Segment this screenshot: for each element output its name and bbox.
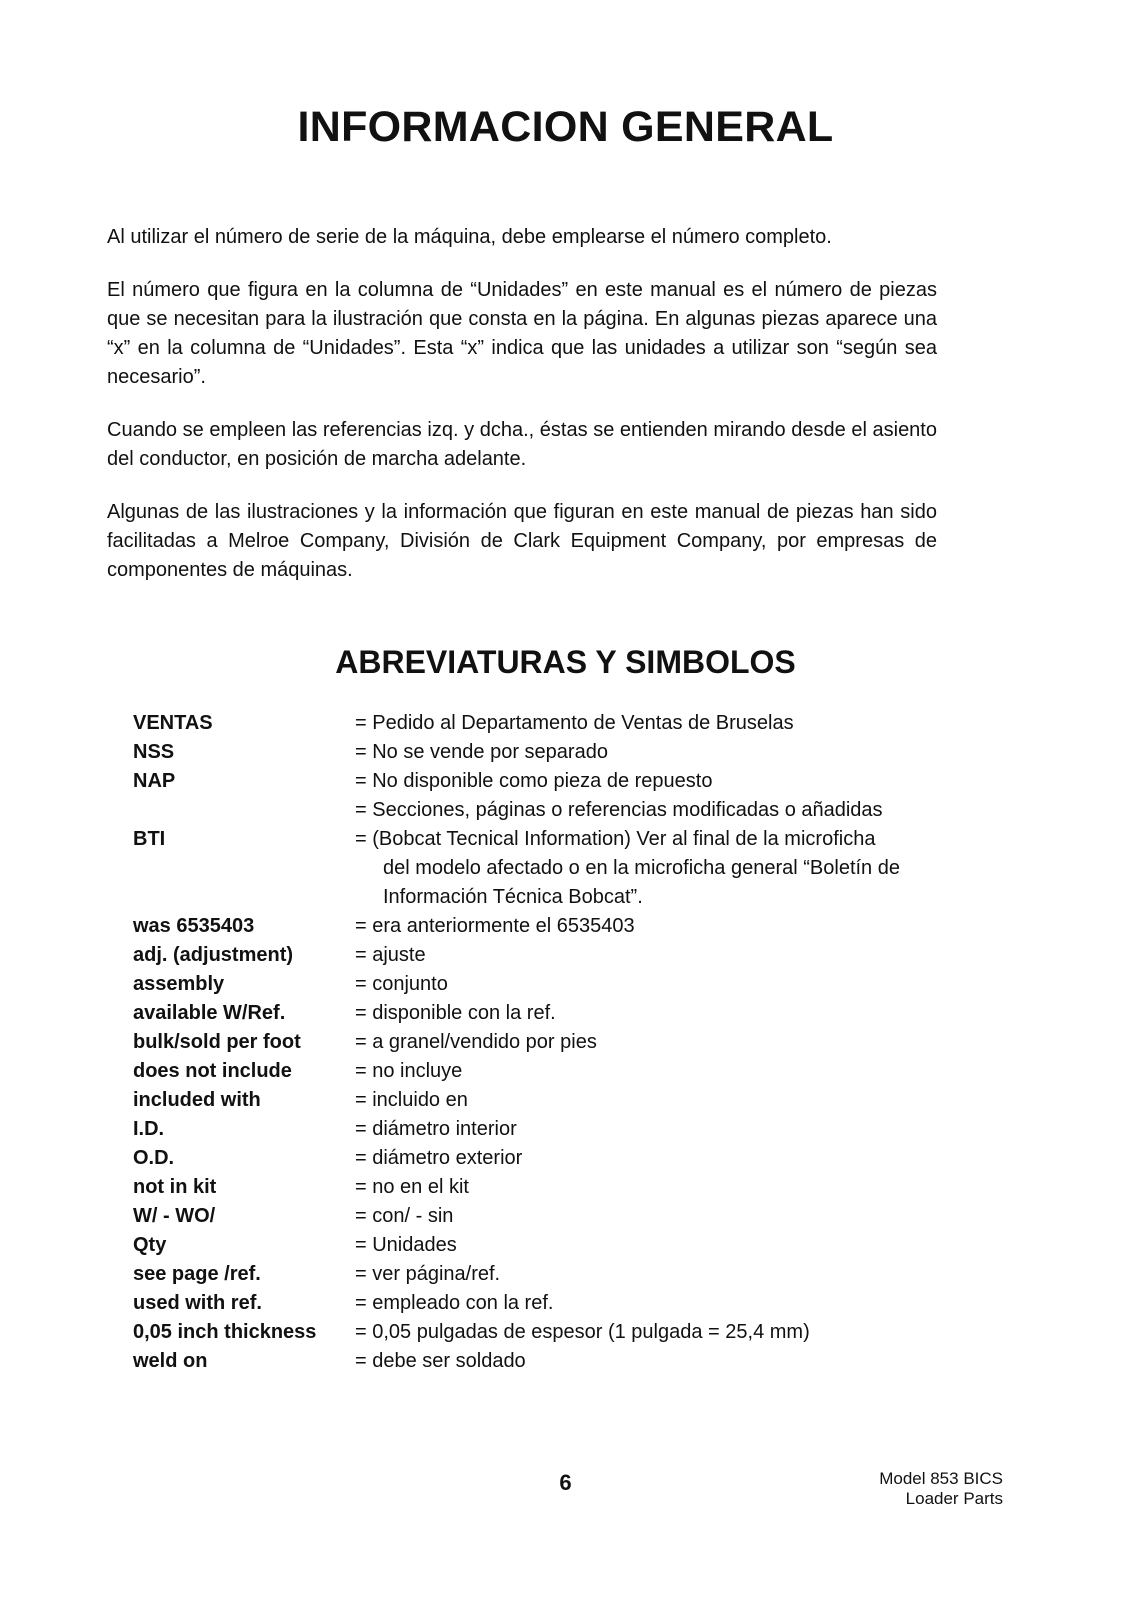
abbreviation-term: used with ref.: [133, 1292, 262, 1314]
abbreviation-definition-text: = ajuste: [355, 944, 426, 966]
abbreviation-term: BTI: [133, 828, 166, 850]
abbreviation-row: [133, 1086, 993, 1115]
page-title: INFORMACION GENERAL: [297, 103, 834, 151]
abbreviation-row: [133, 825, 993, 912]
abbreviation-row: [133, 1260, 993, 1289]
abbreviation-row: [133, 1057, 993, 1086]
abbreviation-row: [133, 1173, 993, 1202]
abbreviation-definition: [355, 1057, 993, 1086]
abbreviation-definition-text: = incluido en: [355, 1089, 468, 1111]
intro-paragraph-left-right: Cuando se empleen las referencias izq. y dcha., éstas se entienden mirando desde el asiento del conductor, en posición de marcha adelante.: [107, 419, 937, 470]
abbreviation-row: [133, 1318, 993, 1347]
abbreviation-term: included with: [133, 1089, 261, 1111]
intro-paragraph-illustrations: Algunas de las ilustraciones y la información que figuran en este manual de piezas han sido facilitadas a Melroe Company, División de Clark Equipment Company, por empresas de componentes de máquinas.: [107, 501, 937, 581]
abbreviation-definition: [355, 825, 993, 912]
abbreviation-term: weld on: [133, 1350, 208, 1372]
abbreviation-definition: [355, 1173, 993, 1202]
abbreviation-definition: [355, 1318, 993, 1347]
abbreviation-term: available W/Ref.: [133, 1002, 286, 1024]
abbreviation-row: [133, 1028, 993, 1057]
abbreviation-row: [133, 1144, 993, 1173]
page-number: 6: [559, 1470, 572, 1495]
abbreviation-definition-text: = empleado con la ref.: [355, 1292, 554, 1314]
abbreviation-row: [133, 1347, 993, 1376]
abbreviation-definition-text: = debe ser soldado: [355, 1350, 526, 1372]
abbreviation-row: [133, 1115, 993, 1144]
abbreviation-definition: [355, 738, 993, 767]
abbreviation-definition-text: = diámetro interior: [355, 1118, 517, 1140]
abbreviation-row: [133, 796, 993, 825]
abbreviation-definition-text: = a granel/vendido por pies: [355, 1031, 597, 1053]
abbreviation-definition-text: = ver página/ref.: [355, 1263, 501, 1285]
abbreviation-definition: [355, 1115, 993, 1144]
abbreviation-definition-text: = con/ - sin: [355, 1205, 454, 1227]
abbreviation-term: [133, 796, 355, 825]
abbreviation-term: NAP: [133, 770, 176, 792]
abbreviation-term: adj. (adjustment): [133, 944, 294, 966]
abbreviation-definition: [355, 1231, 993, 1260]
abbreviation-definition-text: = no en el kit: [355, 1176, 469, 1198]
abbreviation-definition-text: = Unidades: [355, 1234, 457, 1256]
abbreviation-row: [133, 970, 993, 999]
abbreviation-definition: [355, 1144, 993, 1173]
abbreviation-definition-text: = Pedido al Departamento de Ventas de Bruselas: [355, 712, 794, 734]
abbreviation-definition-continuation: Información Técnica Bobcat”.: [383, 886, 643, 908]
abbreviation-term: bulk/sold per foot: [133, 1031, 301, 1053]
intro-paragraph-quantity-column: El número que figura en la columna de “Unidades” en este manual es el número de piezas que se necesitan para la ilustración que consta en la página. En algunas piezas aparece una “x” en la columna de “Unidades”. Esta “x” indica que las unidades a utilizar son “según sea necesario”.: [107, 279, 937, 388]
abbreviation-row: [133, 1289, 993, 1318]
abbreviation-row: [133, 1231, 993, 1260]
abbreviation-definition-text: = 0,05 pulgadas de espesor (1 pulgada = 25,4 mm): [355, 1321, 810, 1343]
abbreviation-definition: [355, 1086, 993, 1115]
abbreviations-title: ABREVIATURAS Y SIMBOLOS: [335, 644, 796, 680]
abbreviation-row: [133, 912, 993, 941]
abbreviation-term: VENTAS: [133, 712, 213, 734]
abbreviation-definition-text: = era anteriormente el 6535403: [355, 915, 635, 937]
abbreviation-definition: [355, 1347, 993, 1376]
abbreviation-term: O.D.: [133, 1147, 175, 1169]
abbreviation-row: [133, 738, 993, 767]
abbreviation-term: was 6535403: [133, 915, 255, 937]
abbreviation-definition-continuation: del modelo afectado o en la microficha general “Boletín de: [383, 857, 900, 879]
abbreviation-term: Qty: [133, 1234, 167, 1256]
abbreviation-term: NSS: [133, 741, 175, 763]
abbreviation-definition: [355, 709, 993, 738]
abbreviation-term: I.D.: [133, 1118, 165, 1140]
abbreviation-definition: [355, 912, 993, 941]
abbreviation-definition: [355, 999, 993, 1028]
abbreviation-definition: [355, 1028, 993, 1057]
abbreviation-term: not in kit: [133, 1176, 217, 1198]
abbreviation-definition-text: = disponible con la ref.: [355, 1002, 556, 1024]
abbreviations-list: [133, 709, 993, 1376]
abbreviation-definition: [355, 796, 993, 825]
abbreviation-definition-text: = diámetro exterior: [355, 1147, 523, 1169]
model-info: [879, 1469, 1003, 1509]
abbreviation-term: W/ - WO/: [133, 1205, 216, 1227]
abbreviation-row: [133, 709, 993, 738]
abbreviation-definition-text: = Secciones, páginas o referencias modificadas o añadidas: [355, 799, 883, 821]
abbreviation-term: does not include: [133, 1060, 292, 1082]
abbreviation-definition: [355, 970, 993, 999]
abbreviation-row: [133, 1202, 993, 1231]
intro-section: [107, 223, 937, 609]
model-name: Model 853 BICS: [879, 1469, 1003, 1488]
abbreviation-definition-text: = No disponible como pieza de repuesto: [355, 770, 713, 792]
abbreviation-definition: [355, 767, 993, 796]
abbreviation-term: assembly: [133, 973, 225, 995]
model-subtitle: Loader Parts: [905, 1489, 1003, 1508]
abbreviation-definition: [355, 941, 993, 970]
abbreviation-definition-text: = conjunto: [355, 973, 448, 995]
abbreviation-definition-text: = No se vende por separado: [355, 741, 608, 763]
abbreviation-definition-text: = no incluye: [355, 1060, 463, 1082]
abbreviation-definition: [355, 1202, 993, 1231]
abbreviation-definition: [355, 1260, 993, 1289]
abbreviation-row: [133, 999, 993, 1028]
abbreviation-term: see page /ref.: [133, 1263, 261, 1285]
intro-paragraph-serial-number: Al utilizar el número de serie de la máquina, debe emplearse el número completo.: [107, 226, 832, 248]
abbreviation-row: [133, 767, 993, 796]
abbreviation-term: 0,05 inch thickness: [133, 1321, 317, 1343]
abbreviation-row: [133, 941, 993, 970]
abbreviation-definition: [355, 1289, 993, 1318]
abbreviation-definition-text: = (Bobcat Tecnical Information) Ver al final de la microficha: [355, 828, 876, 850]
